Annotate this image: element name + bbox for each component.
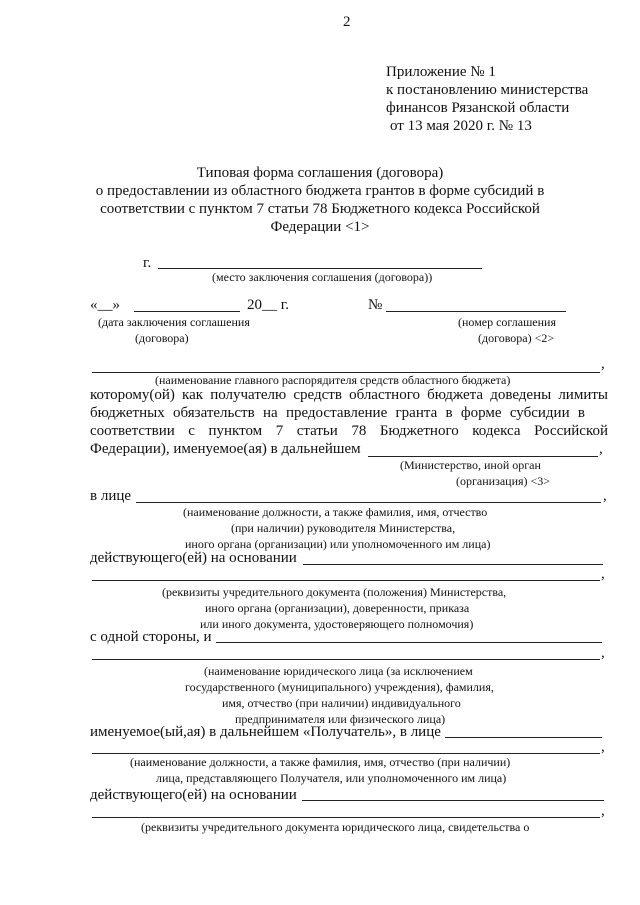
basis2-field-2[interactable] [92, 817, 600, 818]
basis1-caption: (реквизиты учредительного документа (положения) Министерства, [162, 585, 507, 599]
place-prefix: г. [143, 255, 152, 271]
basis1-prefix: действующего(ей) на основании [90, 550, 297, 566]
date-caption: (договора) [135, 331, 189, 345]
place-field[interactable] [158, 268, 482, 269]
date-year: 20__ г. [247, 297, 289, 313]
appendix-line: финансов Рязанской области [386, 100, 570, 116]
person-prefix: в лице [90, 488, 132, 504]
designation-field[interactable] [368, 456, 598, 457]
designation-caption: (Министерство, иной орган [400, 458, 541, 472]
para1-line: соответствии с пунктом 7 статьи 78 Бюджетного кодекса Российской [90, 423, 608, 439]
person-caption: (при наличии) руководителя Министерства, [231, 521, 456, 535]
comma: , [601, 645, 605, 661]
comma: , [601, 566, 605, 582]
number-field[interactable] [386, 311, 566, 312]
title-line: соответствии с пунктом 7 статьи 78 Бюджетного кодекса Российской [100, 201, 540, 217]
title-line: Типовая форма соглашения (договора) [196, 165, 444, 181]
document-title [0, 164, 640, 236]
basis2-field[interactable] [302, 800, 604, 801]
party-field[interactable] [216, 642, 602, 643]
appendix-line: к постановлению министерства [386, 82, 589, 98]
comma: , [599, 441, 603, 457]
recipient-named: именуемое(ый,ая) в дальнейшем «Получатель», в лице [90, 724, 441, 740]
page-number: 2 [343, 14, 351, 30]
basis1-field[interactable] [303, 564, 603, 565]
recipient-field[interactable] [92, 659, 600, 660]
basis1-caption: или иного документа, удостоверяющего полномочия) [200, 617, 474, 631]
recipient-person-field-2[interactable] [92, 753, 600, 754]
title-line: о предоставлении из областного бюджета грантов в форме субсидий в [95, 183, 545, 199]
basis1-field-2[interactable] [92, 580, 600, 581]
basis2-caption: (реквизиты учредительного документа юридического лица, свидетельства о [141, 820, 530, 834]
para1-line: которому(ой) как получателю средств областного бюджета доведены лимиты [90, 387, 608, 403]
recipient-person-field[interactable] [445, 737, 602, 738]
recipient-caption: государственного (муниципального) учреждения), фамилия, [185, 680, 494, 694]
appendix-line: от 13 мая 2020 г. № 13 [390, 118, 532, 134]
basis1-caption: иного органа (организации), доверенности, приказа [205, 601, 470, 615]
ministry-caption: (наименование главного распорядителя средств областного бюджета) [155, 373, 511, 387]
person-caption: (наименование должности, а также фамилия, имя, отчество [183, 505, 488, 519]
number-caption: (номер соглашения [458, 315, 556, 329]
number-sign: № [368, 297, 383, 313]
recipient-person-caption: (наименование должности, а также фамилия, имя, отчество (при наличии) [130, 755, 511, 769]
designation-caption: (организация) <3> [456, 474, 551, 488]
recipient-caption: (наименование юридического лица (за исключением [204, 664, 473, 678]
recipient-caption: предпринимателя или физического лица) [235, 712, 446, 726]
comma: , [601, 803, 605, 819]
appendix-block [386, 63, 588, 135]
para1-line: бюджетных обязательств на предоставление гранта в форме субсидии в [90, 405, 585, 421]
basis2-prefix: действующего(ей) на основании [90, 787, 297, 803]
recipient-person-caption: лица, представляющего Получателя, или уполномоченного им лица) [156, 771, 507, 785]
date-day: «__» [90, 297, 120, 313]
number-caption: (договора) <2> [478, 331, 555, 345]
comma: , [603, 488, 607, 504]
person-caption: иного органа (организации) или уполномоченного им лица) [185, 537, 491, 551]
comma: , [601, 356, 605, 372]
comma: , [601, 739, 605, 755]
party1-prefix: с одной стороны, и [90, 629, 212, 645]
appendix-line: Приложение № 1 [386, 64, 496, 80]
para1-line: Федерации), именуемое(ая) в дальнейшем [90, 441, 361, 457]
date-caption: (дата заключения соглашения [98, 315, 250, 329]
title-line: Федерации <1> [270, 219, 370, 235]
date-month-field[interactable] [134, 311, 240, 312]
person-field[interactable] [136, 502, 601, 503]
recipient-caption: имя, отчество (при наличии) индивидуального [222, 696, 461, 710]
place-caption: (место заключения соглашения (договора)) [212, 270, 433, 284]
